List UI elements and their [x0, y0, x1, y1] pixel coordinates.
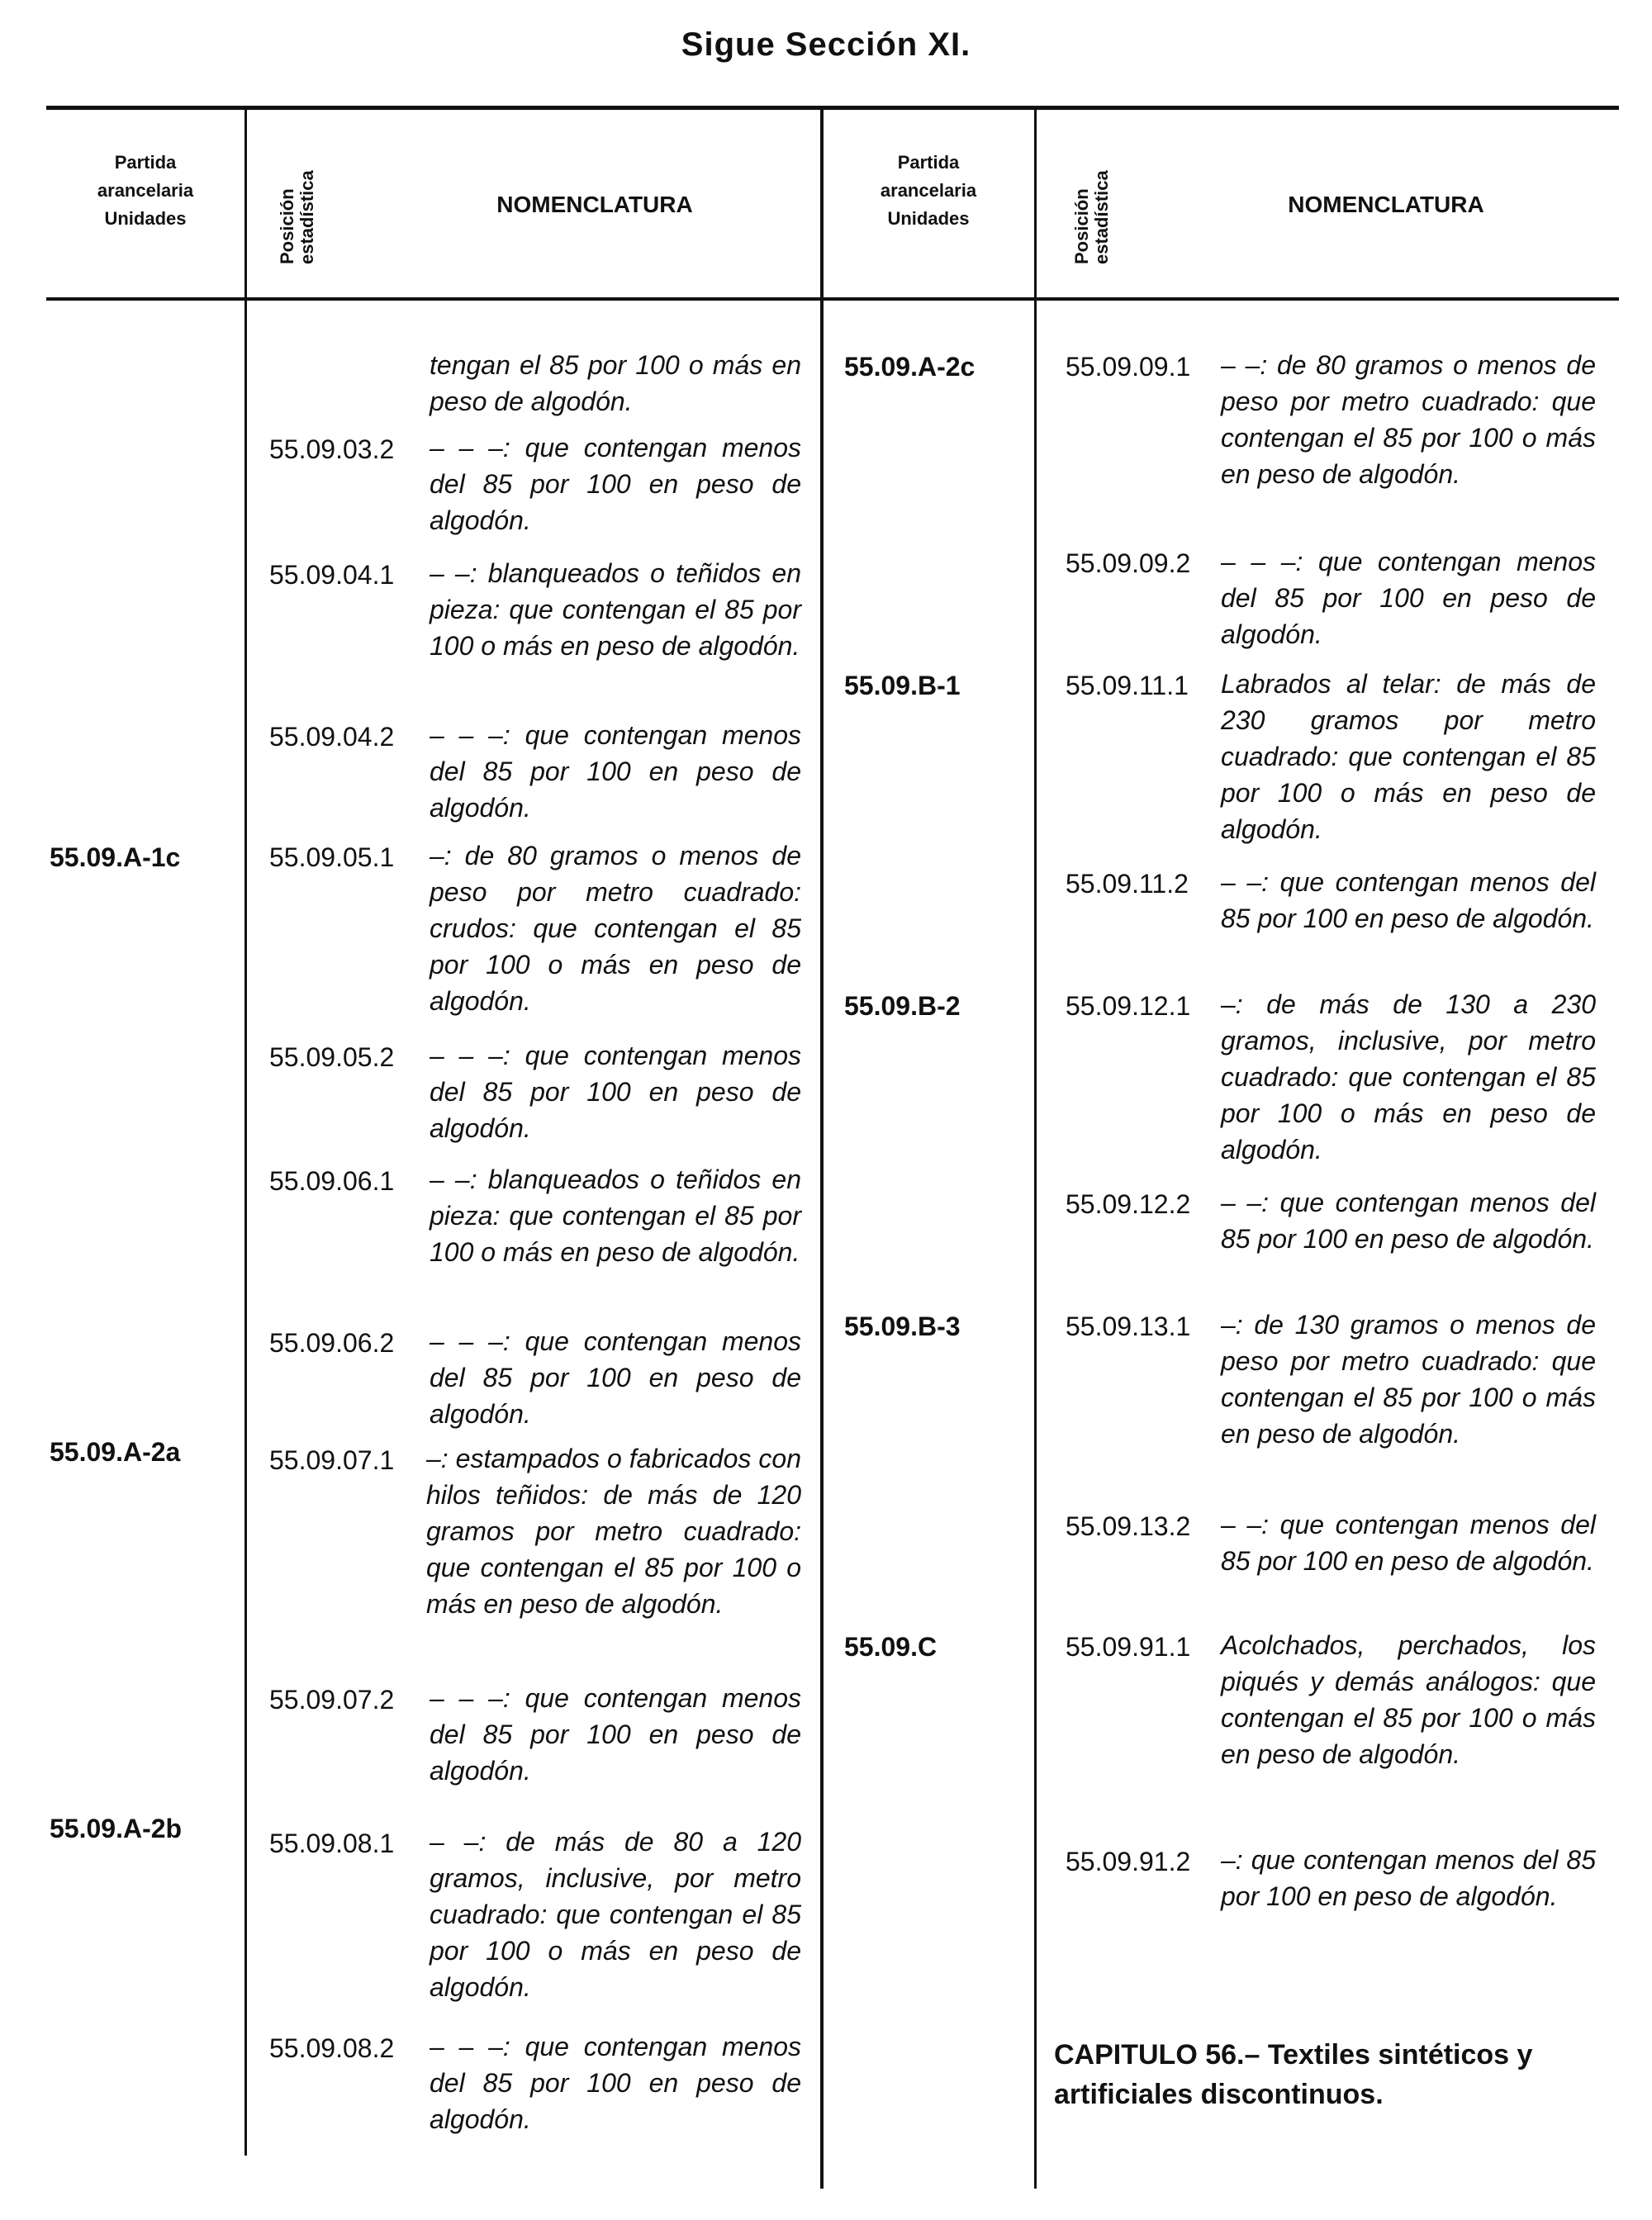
nomenclatura-text: – –: blanqueados o teñidos en pieza: que contengan el 85 por 100 o más en peso de algodón.	[430, 1165, 801, 1267]
posicion-estadistica: 55.09.05.2	[269, 1042, 395, 1072]
header-nomenclatura: NOMENCLATURA	[1288, 192, 1484, 217]
posicion-estadistica: 55.09.13.2	[1066, 1511, 1191, 1541]
nomenclatura-text: Labrados al telar: de más de 230 gramos por metro cuadrado: que contengan el 85 por 100 o más en peso de algodón.	[1221, 669, 1596, 844]
nomenclatura-text: – – –: que contengan menos del 85 por 100 en peso de algodón.	[430, 2032, 801, 2134]
posicion-estadistica: 55.09.12.2	[1066, 1189, 1191, 1219]
nomenclatura-text: Acolchados, perchados, los piqués y demás análogos: que contengan el 85 por 100 o más en peso de algodón.	[1221, 1630, 1596, 1769]
nomenclatura-text: – – –: que contengan menos del 85 por 100 en peso de algodón.	[430, 1041, 801, 1143]
posicion-estadistica: 55.09.06.1	[269, 1166, 395, 1196]
header-posicion-line: Posición	[1071, 188, 1092, 264]
column-divider	[1034, 107, 1037, 2189]
partida-arancelaria: 55.09.A-2c	[844, 352, 976, 382]
partida-arancelaria: 55.09.B-2	[844, 991, 961, 1021]
posicion-estadistica: 55.09.11.1	[1066, 671, 1189, 700]
nomenclatura-text: –: estampados o fabricados con hilos teñidos: de más de 120 gramos por metro cuadrado: que contengan el 85 por 100 o más en peso de algodón.	[426, 1444, 801, 1619]
posicion-estadistica: 55.09.91.2	[1066, 1847, 1191, 1876]
nomenclatura-text: – –: de 80 gramos o menos de peso por metro cuadrado: que contengan el 85 por 100 o más en peso de algodón.	[1221, 350, 1596, 489]
posicion-estadistica: 55.09.09.1	[1066, 352, 1191, 382]
column-divider	[820, 107, 824, 2189]
nomenclatura-text: –: que contengan menos del 85 por 100 en peso de algodón.	[1221, 1845, 1596, 1911]
posicion-estadistica: 55.09.08.2	[269, 2033, 395, 2063]
posicion-estadistica: 55.09.11.2	[1066, 869, 1189, 899]
header-partida-line: Partida	[897, 152, 960, 173]
partida-arancelaria: 55.09.A-2a	[50, 1437, 181, 1467]
nomenclatura-text: – – –: que contengan menos del 85 por 100 en peso de algodón.	[1221, 547, 1596, 649]
nomenclatura-text: – – –: que contengan menos del 85 por 100 en peso de algodón.	[430, 720, 801, 823]
header-posicion	[278, 170, 317, 264]
header-posicion-line: Posición	[277, 188, 297, 264]
nomenclatura-text: – – –: que contengan menos del 85 por 100 en peso de algodón.	[430, 1683, 801, 1786]
posicion-estadistica: 55.09.06.2	[269, 1328, 395, 1358]
header-posicion	[1072, 170, 1112, 264]
header-partida-line: arancelaria	[880, 180, 977, 201]
partida-arancelaria: 55.09.B-1	[844, 671, 961, 700]
header-partida-line: Unidades	[887, 208, 970, 229]
posicion-estadistica: 55.09.03.2	[269, 434, 395, 464]
partida-arancelaria: 55.09.A-1c	[50, 842, 181, 872]
nomenclatura-text: –: de más de 130 a 230 gramos, inclusive, por metro cuadrado: que contengan el 85 por 100 o más en peso de algodón.	[1221, 989, 1596, 1165]
posicion-estadistica: 55.09.12.1	[1066, 991, 1191, 1021]
partida-arancelaria: 55.09.C	[844, 1632, 938, 1662]
header-posicion-line: estadística	[297, 170, 317, 264]
nomenclatura-text: –: de 130 gramos o menos de peso por metro cuadrado: que contengan el 85 por 100 o más en peso de algodón.	[1221, 1310, 1596, 1449]
nomenclatura-text: – –: que contengan menos del 85 por 100 en peso de algodón.	[1221, 1188, 1596, 1254]
header-partida	[50, 149, 241, 233]
posicion-estadistica: 55.09.07.1	[269, 1445, 395, 1475]
header-partida-line: Partida	[114, 152, 177, 173]
chapter-heading: CAPITULO 56.– Textiles sintéticos y artificiales discontinuos.	[1054, 2039, 1533, 2110]
column-divider	[244, 107, 247, 2156]
posicion-estadistica: 55.09.91.1	[1066, 1632, 1191, 1662]
partida-arancelaria: 55.09.B-3	[844, 1312, 961, 1341]
header-partida	[826, 149, 1031, 233]
nomenclatura-text: tengan el 85 por 100 o más en peso de algodón.	[430, 350, 801, 416]
partida-arancelaria: 55.09.A-2b	[50, 1814, 183, 1843]
nomenclatura-text: –: de 80 gramos o menos de peso por metro cuadrado: crudos: que contengan el 85 por 100 o más en peso de algodón.	[430, 841, 801, 1016]
posicion-estadistica: 55.09.09.2	[1066, 548, 1191, 578]
posicion-estadistica: 55.09.13.1	[1066, 1312, 1191, 1341]
header-posicion-line: estadística	[1091, 170, 1112, 264]
nomenclatura-text: – – –: que contengan menos del 85 por 100 en peso de algodón.	[430, 433, 801, 535]
posicion-estadistica: 55.09.04.2	[269, 722, 395, 752]
posicion-estadistica: 55.09.04.1	[269, 560, 395, 590]
nomenclatura-text: – –: blanqueados o teñidos en pieza: que contengan el 85 por 100 o más en peso de algodón.	[430, 558, 801, 661]
nomenclatura-text: – –: que contengan menos del 85 por 100 en peso de algodón.	[1221, 1510, 1596, 1576]
table-header-rule	[46, 297, 1619, 301]
nomenclatura-text: – – –: que contengan menos del 85 por 100 en peso de algodón.	[430, 1326, 801, 1429]
header-nomenclatura: NOMENCLATURA	[496, 192, 693, 217]
header-partida-line: arancelaria	[97, 180, 194, 201]
posicion-estadistica: 55.09.07.2	[269, 1685, 395, 1715]
header-partida-line: Unidades	[104, 208, 187, 229]
nomenclatura-text: – –: de más de 80 a 120 gramos, inclusive, por metro cuadrado: que contengan el 85 por 100 o más en peso de algodón.	[430, 1827, 801, 2002]
nomenclatura-text: – –: que contengan menos del 85 por 100 en peso de algodón.	[1221, 867, 1596, 933]
table-top-rule	[46, 106, 1619, 110]
posicion-estadistica: 55.09.08.1	[269, 1829, 395, 1858]
posicion-estadistica: 55.09.05.1	[269, 842, 395, 872]
page-title: Sigue Sección XI.	[681, 26, 971, 63]
